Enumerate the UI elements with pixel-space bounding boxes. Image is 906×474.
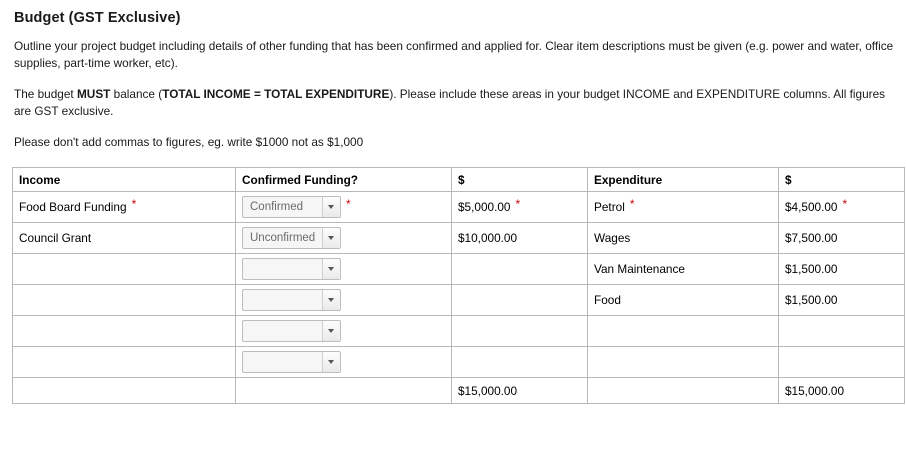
expenditure-cell[interactable]	[588, 223, 779, 254]
page-title: Budget (GST Exclusive)	[14, 10, 181, 26]
required-asterisk-icon: *	[346, 197, 351, 212]
chevron-down-icon	[322, 321, 339, 341]
total-expenditure-amount: $15,000.00	[779, 378, 905, 404]
expenditure-value: Food	[594, 293, 621, 308]
expenditure-cell[interactable]	[588, 347, 779, 378]
expenditure-cell[interactable]	[588, 192, 779, 223]
table-row	[13, 316, 905, 347]
confirmed-funding-select[interactable]	[242, 351, 341, 373]
chevron-down-icon	[322, 259, 339, 279]
income-amount-cell[interactable]	[452, 192, 588, 223]
expenditure-value: Petrol	[594, 200, 625, 215]
confirmed-funding-select[interactable]	[242, 320, 341, 342]
required-asterisk-icon: *	[131, 197, 137, 212]
confirmed-funding-cell	[236, 192, 452, 223]
table-row	[13, 254, 905, 285]
expenditure-amount-value: $4,500.00	[785, 200, 838, 215]
required-asterisk-icon: *	[629, 197, 635, 212]
column-header-confirmed-funding: Confirmed Funding?	[236, 168, 452, 192]
table-row	[13, 192, 905, 223]
required-asterisk-icon: *	[515, 197, 521, 212]
expenditure-value: Wages	[594, 231, 631, 246]
table-row	[13, 223, 905, 254]
budget-table	[12, 167, 905, 404]
expenditure-amount-cell[interactable]	[779, 254, 905, 285]
intro-paragraph-balance	[14, 86, 894, 120]
expenditure-amount-cell[interactable]	[779, 223, 905, 254]
expenditure-amount-cell[interactable]	[779, 192, 905, 223]
confirmed-funding-cell	[236, 347, 452, 378]
chevron-down-icon	[322, 352, 339, 372]
expenditure-cell[interactable]	[588, 285, 779, 316]
income-value: Food Board Funding	[19, 200, 127, 215]
income-amount-cell[interactable]	[452, 347, 588, 378]
confirmed-funding-cell	[236, 285, 452, 316]
income-cell[interactable]	[13, 316, 236, 347]
confirmed-funding-select[interactable]	[242, 227, 341, 249]
confirmed-funding-selected-value: Unconfirmed	[250, 232, 316, 245]
income-amount-cell[interactable]	[452, 254, 588, 285]
income-cell[interactable]	[13, 347, 236, 378]
expenditure-amount-value: $7,500.00	[785, 231, 838, 246]
expenditure-amount-cell[interactable]	[779, 285, 905, 316]
income-value: Council Grant	[19, 231, 92, 246]
expenditure-amount-value: $1,500.00	[785, 262, 838, 277]
expenditure-value: Van Maintenance	[594, 262, 685, 277]
income-amount-cell[interactable]	[452, 223, 588, 254]
chevron-down-icon	[322, 228, 339, 248]
balance-text-middle: balance (	[110, 87, 163, 102]
income-amount-value: $5,000.00	[458, 200, 511, 215]
confirmed-funding-cell	[236, 223, 452, 254]
column-header-income-amount: $	[452, 168, 588, 192]
balance-text-must: MUST	[76, 87, 111, 102]
expenditure-cell[interactable]	[588, 316, 779, 347]
balance-text-before: The budget	[14, 87, 77, 102]
income-cell[interactable]	[13, 285, 236, 316]
confirmed-funding-select[interactable]	[242, 258, 341, 280]
confirmed-funding-select[interactable]	[242, 196, 341, 218]
chevron-down-icon	[322, 290, 339, 310]
totals-confirmed-blank	[236, 378, 452, 404]
confirmed-funding-cell	[236, 254, 452, 285]
confirmed-funding-cell	[236, 316, 452, 347]
table-row	[13, 285, 905, 316]
table-header-row	[13, 168, 905, 192]
income-cell[interactable]	[13, 254, 236, 285]
totals-income-label	[13, 378, 236, 404]
income-cell[interactable]	[13, 192, 236, 223]
income-amount-cell[interactable]	[452, 316, 588, 347]
intro-paragraph-1: Outline your project budget including details of other funding that has been confirmed and applied for. Clear item descriptions must be given (e.g. power and water, office supplies, part-time worker, etc).	[14, 39, 894, 71]
balance-text-after: ). Please include these areas in your budget INCOME and EXPENDITURE columns. All figures are GST exclusive.	[14, 87, 886, 119]
required-asterisk-icon: *	[842, 197, 848, 212]
chevron-down-icon	[322, 197, 339, 217]
income-amount-cell[interactable]	[452, 285, 588, 316]
confirmed-funding-select[interactable]	[242, 289, 341, 311]
column-header-expenditure-amount: $	[779, 168, 905, 192]
income-amount-value: $10,000.00	[458, 231, 518, 246]
column-header-income: Income	[13, 168, 236, 192]
totals-expenditure-blank	[588, 378, 779, 404]
expenditure-amount-value: $1,500.00	[785, 293, 838, 308]
intro-paragraph-commas: Please don't add commas to figures, eg. write $1000 not as $1,000	[14, 135, 364, 150]
total-income-amount: $15,000.00	[452, 378, 588, 404]
table-body	[13, 192, 905, 404]
income-cell[interactable]	[13, 223, 236, 254]
expenditure-amount-cell[interactable]	[779, 347, 905, 378]
confirmed-funding-selected-value: Confirmed	[250, 201, 304, 214]
expenditure-cell[interactable]	[588, 254, 779, 285]
balance-text-equation: TOTAL INCOME = TOTAL EXPENDITURE	[162, 87, 390, 102]
expenditure-amount-cell[interactable]	[779, 316, 905, 347]
column-header-expenditure: Expenditure	[588, 168, 779, 192]
table-header	[13, 168, 905, 192]
table-row	[13, 347, 905, 378]
totals-row	[13, 378, 905, 404]
